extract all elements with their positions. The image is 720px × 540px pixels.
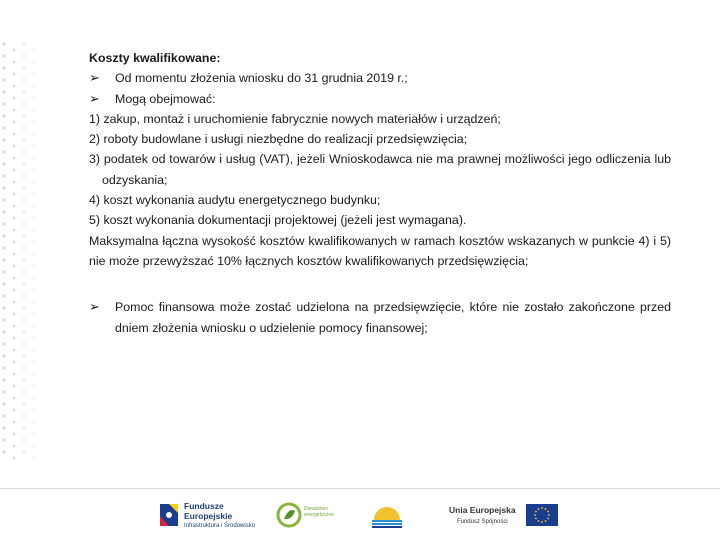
cost-item-5: 5) koszt wykonania dokumentacji projektowej (jeżeli jest wymagana).	[89, 213, 467, 228]
slide-body	[89, 48, 671, 338]
bullet-text: Mogą obejmować:	[115, 91, 216, 106]
cost-item-1: 1) zakup, montaż i uruchomienie fabrycznie nowych materiałów i urządzeń;	[89, 111, 501, 126]
ue-line2: Fundusz Spójności	[456, 519, 508, 525]
doradztwo-text: Doradztwo energetyczne	[304, 506, 335, 518]
nfosigw-logo-icon	[368, 500, 406, 530]
cost-item-2: 2) roboty budowlane i usługi niezbędne do realizacji przedsięwzięcia;	[89, 132, 468, 147]
max-cost-note: Maksymalna łączna wysokość kosztów kwalifikowanych w ramach kosztów wskazanych w punkcie 4) i 5) nie może przewyższać 10% łącznych kosztów kwalifikowanych przedsięwzięcia;	[89, 233, 671, 268]
leaf-circle-logo-icon	[276, 502, 302, 528]
footer-divider	[0, 488, 720, 489]
list-item	[89, 89, 671, 109]
list-item	[89, 297, 671, 338]
arrow-bullet-icon: ➢	[89, 70, 100, 86]
bullet-text: Od momentu złożenia wniosku do 31 grudnia 2019 r.;	[115, 71, 408, 86]
bullet-text: Pomoc finansowa może zostać udzielona na przedsięwzięcie, które nie zostało zakończone przed dniem złożenia wniosku o udzielenie pomocy finansowej;	[115, 300, 671, 335]
list-item	[89, 68, 671, 88]
decorative-dot-pattern	[0, 40, 50, 460]
unia-europejska-text	[449, 505, 516, 527]
fe-line3: Infrastruktura i Środowisko	[184, 523, 256, 529]
arrow-bullet-icon: ➢	[89, 90, 100, 106]
fe-line2: Europejskie	[184, 510, 233, 521]
fundusze-europejskie-text	[184, 502, 255, 531]
cost-item-4: 4) koszt wykonania audytu energetycznego budynku;	[89, 193, 381, 208]
arrow-bullet-icon: ➢	[89, 299, 100, 315]
section-heading: Koszty kwalifikowane:	[89, 51, 221, 65]
ue-line1: Unia Europejska	[449, 505, 516, 515]
fundusze-europejskie-logo-icon	[158, 502, 180, 528]
eu-flag-icon	[526, 504, 558, 526]
fe-line1: Fundusze	[184, 501, 224, 511]
cost-item-3: 3) podatek od towarów i usług (VAT), jeżeli Wnioskodawca nie ma prawnej możliwości jego odliczenia lub odzyskania;	[89, 152, 671, 187]
